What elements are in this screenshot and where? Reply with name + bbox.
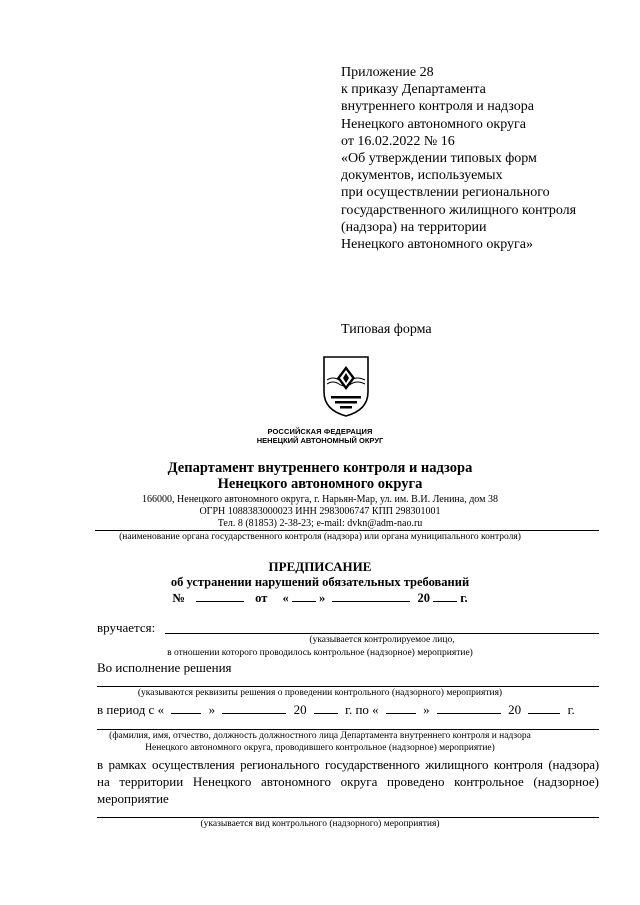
period-quote-close-2: » — [423, 702, 430, 717]
period-to-year-field[interactable] — [528, 702, 560, 714]
scope-paragraph — [97, 756, 599, 807]
order-day-field[interactable] — [292, 590, 316, 602]
appendix-line: документов, используемых — [341, 168, 503, 184]
decision-label: Во исполнение решения — [97, 660, 232, 675]
region-name: НЕНЕЦКИЙ АВТОНОМНЫЙ ОКРУГ — [256, 436, 384, 445]
event-type-field[interactable] — [97, 817, 599, 818]
period-to-day-field[interactable] — [386, 702, 416, 714]
quote-open: « — [282, 591, 289, 605]
event-type-caption: (указывается вид контрольного (надзорного) мероприятия) — [200, 819, 440, 829]
order-year-field[interactable] — [433, 590, 457, 602]
order-month-field[interactable] — [332, 590, 410, 602]
appendix-line: (надзора) на территории — [341, 219, 487, 235]
period-from-year-field[interactable] — [314, 702, 338, 714]
official-caption-line1: (фамилия, имя, отчество, должность должностного лица Департамента внутреннего контроля и надзора — [109, 731, 531, 741]
decision-field[interactable] — [97, 686, 599, 687]
period-year-suffix: г. — [567, 702, 575, 717]
order-number-line — [0, 590, 640, 606]
official-field[interactable] — [97, 729, 599, 730]
period-to-month-field[interactable] — [437, 702, 501, 714]
order-title: ПРЕДПИСАНИЕ — [268, 559, 372, 574]
period-from-year-prefix: 20 — [293, 702, 307, 717]
order-number-field[interactable] — [196, 590, 244, 602]
country-name: РОССИЙСКАЯ ФЕДЕРАЦИЯ — [267, 427, 373, 436]
period-line — [97, 702, 599, 718]
department-contacts: Тел. 8 (81853) 2-38-23; e-mail: dvkn@adm-nao.ru — [217, 518, 423, 529]
appendix-line: Приложение 28 — [341, 65, 434, 80]
handed-field[interactable] — [165, 633, 599, 634]
number-label: № — [172, 591, 185, 605]
appendix-line: «Об утверждении типовых форм — [341, 151, 537, 167]
appendix-line: при осуществлении регионального — [341, 185, 550, 201]
appendix-line: государственного жилищного контроля — [341, 202, 577, 218]
year-suffix: г. — [460, 591, 468, 605]
department-title-line2: Ненецкого автономного округа — [217, 476, 423, 492]
period-to-year-prefix: 20 — [508, 702, 522, 717]
appendix-block — [341, 64, 631, 253]
paragraph-line1: в рамках осуществления регионального государственного жилищного контроля (надзора) — [97, 757, 599, 772]
quote-close: » — [319, 591, 326, 605]
coat-of-arms-icon — [321, 354, 371, 418]
period-quote-close: » — [208, 702, 216, 717]
period-to-label: г. по « — [345, 702, 379, 717]
appendix-line: Ненецкого автономного округа» — [341, 237, 533, 253]
department-title-line1: Департамент внутреннего контроля и надзора — [167, 460, 473, 476]
appendix-line: Ненецкого автономного округа — [341, 116, 526, 132]
appendix-line: от 16.02.2022 № 16 — [341, 133, 455, 149]
header-divider — [95, 530, 599, 531]
form-type-label: Типовая форма — [341, 322, 432, 337]
period-from-month-field[interactable] — [222, 702, 286, 714]
department-ogrn: ОГРН 1088383000023 ИНН 2983006747 КПП 298301001 — [199, 506, 441, 517]
header-caption: (наименование органа государственного контроля (надзора) или органа муниципального контроля) — [119, 532, 521, 542]
paragraph-line2: на территории Ненецкого автономного округа проведено контрольное (надзорное) — [97, 774, 599, 789]
from-label: от — [255, 591, 268, 605]
period-from-label: в период с « — [97, 702, 165, 717]
order-subtitle: об устранении нарушений обязательных требований — [170, 575, 470, 589]
handed-label: вручается: — [97, 620, 156, 635]
handed-caption-line2: в отношении которого проводилось контрольное (надзорное) мероприятие) — [167, 648, 473, 658]
period-from-day-field[interactable] — [171, 702, 201, 714]
decision-caption: (указываются реквизиты решения о проведении контрольного (надзорного) мероприятия) — [137, 688, 503, 698]
appendix-line: к приказу Департамента — [341, 82, 486, 98]
official-caption-line2: Ненецкого автономного округа, проводившего контрольное (надзорное) мероприятие) — [145, 743, 495, 753]
year-prefix: 20 — [417, 591, 430, 605]
paragraph-line3: мероприятие — [97, 791, 169, 806]
department-address: 166000, Ненецкого автономного округа, г. Нарьян-Мар, ул. им. В.И. Ленина, дом 38 — [142, 494, 498, 505]
appendix-line: внутреннего контроля и надзора — [341, 99, 534, 115]
handed-caption-line1: (указывается контролируемое лицо, — [309, 635, 455, 645]
